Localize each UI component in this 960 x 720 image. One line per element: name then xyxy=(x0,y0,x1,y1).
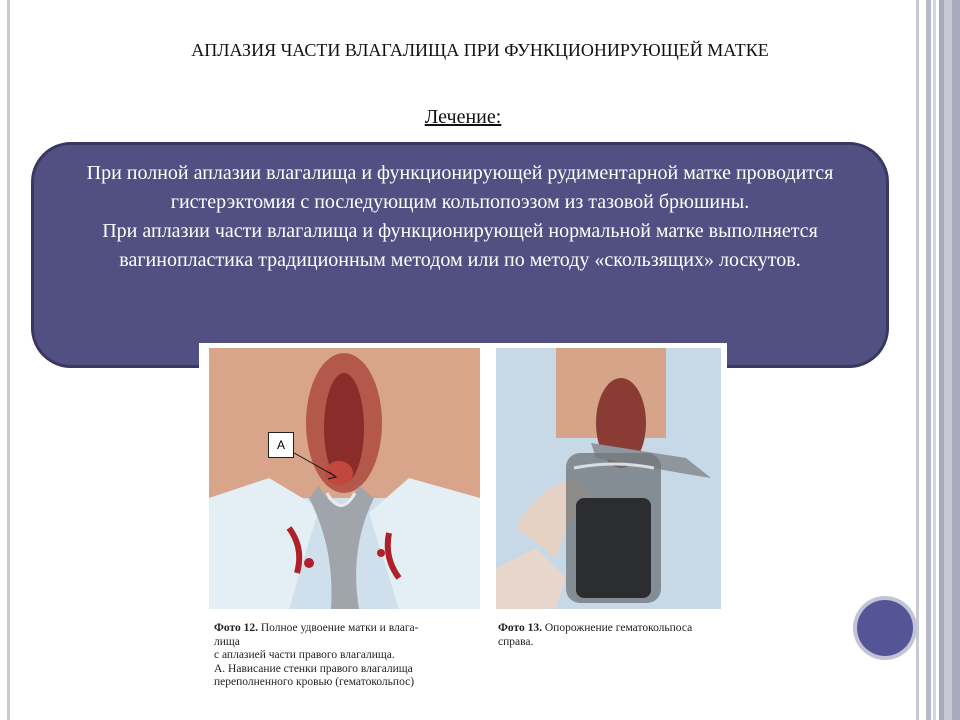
slide-title: АПЛАЗИЯ ЧАСТИ ВЛАГАЛИЩА ПРИ ФУНКЦИОНИРУЮЩЕЙ МАТКЕ xyxy=(191,40,769,60)
decorative-circle xyxy=(857,600,913,656)
caption-line: справа. xyxy=(498,635,534,648)
callout-paragraph-1: При полной аплазии влагалища и функционирующей рудиментарной матке проводится гистерэктомия с последующим кольпопоэзом из тазовой брюшины. xyxy=(86,162,834,213)
slide-subtitle xyxy=(0,106,926,129)
surgical-photo-1 xyxy=(209,348,480,609)
decorative-bar xyxy=(944,0,952,720)
caption-label: Фото 12. xyxy=(214,622,258,634)
caption-line: А. Нависание стенки правого влагалища xyxy=(214,662,413,675)
callout-paragraph-2: При аплазии части влагалища и функционирующей нормальной матке выполняется вагинопластика традиционным методом или по методу «скользящих» лоскутов. xyxy=(102,220,818,271)
caption-line: Полное удвоение матки и влага- xyxy=(260,622,419,634)
photo-panel xyxy=(199,343,727,610)
treatment-callout xyxy=(31,142,889,368)
caption-line: лища xyxy=(214,635,240,648)
photo-marker-a: A xyxy=(268,432,294,458)
photo-12-caption xyxy=(214,622,454,690)
subtitle-text: Лечение: xyxy=(424,106,502,128)
surgical-photo-2-image xyxy=(496,348,721,609)
caption-line: переполненного кровью (гематокольпос) xyxy=(214,676,415,688)
decorative-bar xyxy=(933,0,936,720)
decorative-bar xyxy=(926,0,931,720)
photo-13-caption xyxy=(498,622,728,649)
caption-line: Опорожнение гематокольпоса xyxy=(544,622,693,634)
caption-line: с аплазией части правого влагалища. xyxy=(214,649,395,661)
surgical-photo-2 xyxy=(496,348,721,609)
surgical-photo-1-image xyxy=(209,348,480,609)
caption-label: Фото 13. xyxy=(498,622,542,634)
